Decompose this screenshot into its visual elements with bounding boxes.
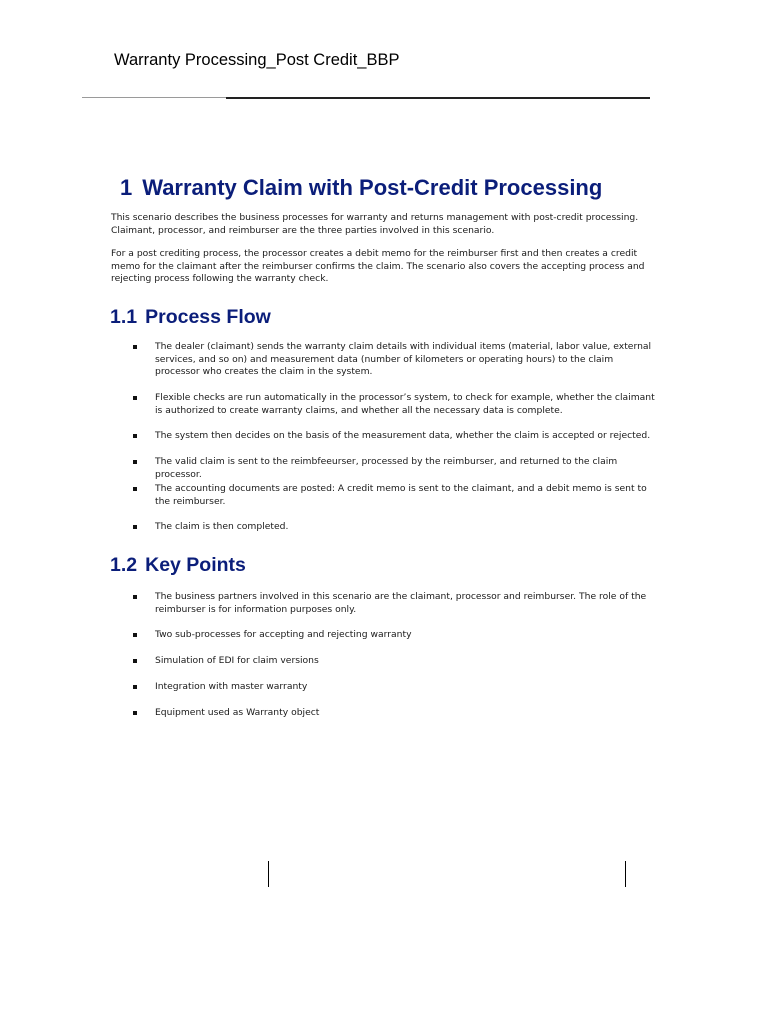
section-1-paragraph: For a post crediting process, the processor creates a debit memo for the reimburser first and then creates a credit memo for the claimant after the reimburser confirms the claim. The scenario also covers the accepting process and rejecting process following the warranty check.: [111, 248, 645, 284]
document-header-title: Warranty Processing_Post Credit_BBP: [114, 51, 400, 69]
section-1-number: 1: [120, 175, 133, 200]
list-item-text: Two sub-processes for accepting and rejecting warranty: [155, 629, 412, 640]
list-item-text: The dealer (claimant) sends the warranty claim details with individual items (material, labor value, external services, and so on) and measurement data (number of kilometers or operating hours) to the claim processor who creates the claim in the system.: [155, 341, 652, 377]
bullet-icon: [133, 345, 137, 349]
section-1-paragraph: This scenario describes the business processes for warranty and returns management with post-credit processing. Claimant, processor, and reimburser are the three parties involved in this scenario.: [111, 212, 639, 236]
footer-divider: [625, 861, 626, 887]
list-item-text: Flexible checks are run automatically in the processor’s system, to check for example, whether the claimant is authorized to create warranty claims, and whether all the necessary data is complete.: [155, 392, 655, 416]
bullet-icon: [133, 487, 137, 491]
list-item-text: Equipment used as Warranty object: [155, 707, 320, 718]
section-1-heading: [120, 175, 602, 201]
section-1-2-heading: [110, 554, 246, 577]
list-item-text: Simulation of EDI for claim versions: [155, 655, 319, 666]
bullet-icon: [133, 434, 137, 438]
section-1-2-number: 1.2: [110, 554, 138, 576]
bullet-icon: [133, 525, 137, 529]
bullet-icon: [133, 396, 137, 400]
bullet-icon: [133, 711, 137, 715]
bullet-icon: [133, 460, 137, 464]
list-item-text: The claim is then completed.: [155, 521, 289, 532]
list-item-text: The valid claim is sent to the reimbfeeurser, processed by the reimburser, and returned to the claim processor.: [155, 456, 618, 480]
header-rule-accent: [226, 97, 650, 99]
list-item-text: The system then decides on the basis of the measurement data, whether the claim is accepted or rejected.: [155, 430, 651, 441]
list-item-text: Integration with master warranty: [155, 681, 308, 692]
section-1-2-title: Key Points: [145, 554, 246, 576]
section-1-1-title: Process Flow: [145, 306, 271, 328]
section-1-title: Warranty Claim with Post-Credit Processing: [142, 175, 603, 200]
list-item-text: The business partners involved in this scenario are the claimant, processor and reimburser. The role of the reimburser is for information purposes only.: [155, 591, 647, 615]
bullet-icon: [133, 685, 137, 689]
bullet-icon: [133, 659, 137, 663]
footer-divider: [268, 861, 269, 887]
list-item-text: The accounting documents are posted: A credit memo is sent to the claimant, and a debit memo is sent to the reimburser.: [155, 483, 647, 507]
bullet-icon: [133, 595, 137, 599]
section-1-1-number: 1.1: [110, 306, 138, 328]
bullet-icon: [133, 633, 137, 637]
section-1-1-heading: [110, 306, 271, 329]
